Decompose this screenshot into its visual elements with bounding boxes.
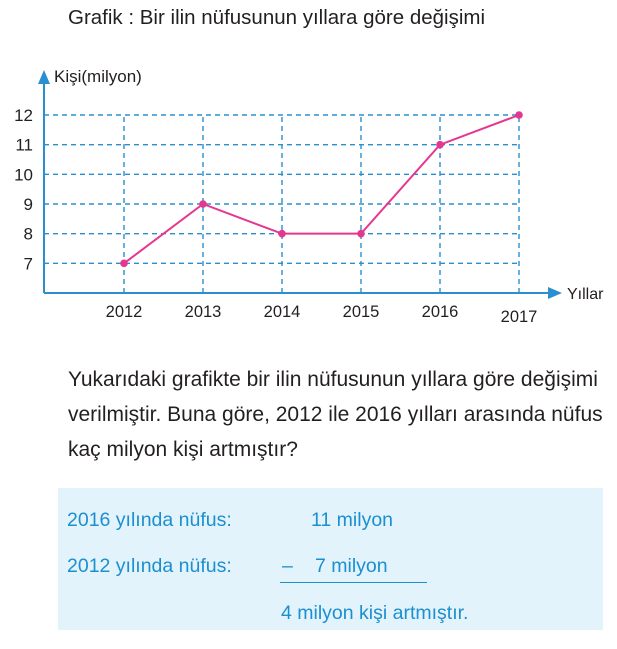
subtraction-line	[280, 582, 427, 583]
answer-result: 4 milyon kişi artmıştır.	[281, 602, 469, 624]
y-tick-label: 8	[23, 224, 33, 244]
x-tick-label: 2015	[342, 303, 380, 321]
data-point	[278, 230, 286, 238]
x-tick-label: 2013	[184, 303, 222, 321]
x-tick-label: 2014	[263, 303, 301, 321]
x-tick-label: 2016	[421, 303, 459, 321]
x-axis-arrow-icon	[548, 287, 562, 299]
y-tick-label: 9	[23, 195, 33, 214]
x-tick-label: 2012	[105, 303, 143, 321]
y-tick-label: 10	[14, 165, 33, 185]
y-axis-arrow-icon	[38, 70, 50, 84]
x-tick-label: 2017	[500, 308, 538, 326]
data-point	[120, 260, 128, 268]
answer-row2-value: 7 milyon	[315, 555, 388, 577]
question-text: Yukarıdaki grafikte bir ilin nüfusunun yıllara göre değişimi verilmiştir. Buna göre, 2012 ile 2016 yılları arasında nüfus kaç milyon kişi artmıştır?	[68, 368, 603, 461]
answer-minus-sign: –	[282, 555, 293, 577]
data-point	[357, 230, 365, 238]
answer-row2-label: 2012 yılında nüfus:	[67, 555, 232, 577]
y-tick-label: 12	[14, 106, 33, 125]
data-point	[199, 200, 207, 208]
answer-row1-label: 2016 yılında nüfus:	[67, 509, 232, 531]
x-axis-label: Yıllar	[567, 286, 604, 303]
data-point	[515, 111, 523, 119]
series-line	[124, 115, 519, 263]
y-tick-label: 7	[23, 254, 33, 274]
data-point	[436, 141, 444, 149]
chart-title: Grafik : Bir ilin nüfusunun yıllara göre değişimi	[68, 6, 486, 29]
y-axis-label: Kişi(milyon)	[54, 67, 142, 86]
answer-row1-value: 11 milyon	[311, 509, 394, 531]
y-tick-label: 11	[15, 135, 33, 155]
